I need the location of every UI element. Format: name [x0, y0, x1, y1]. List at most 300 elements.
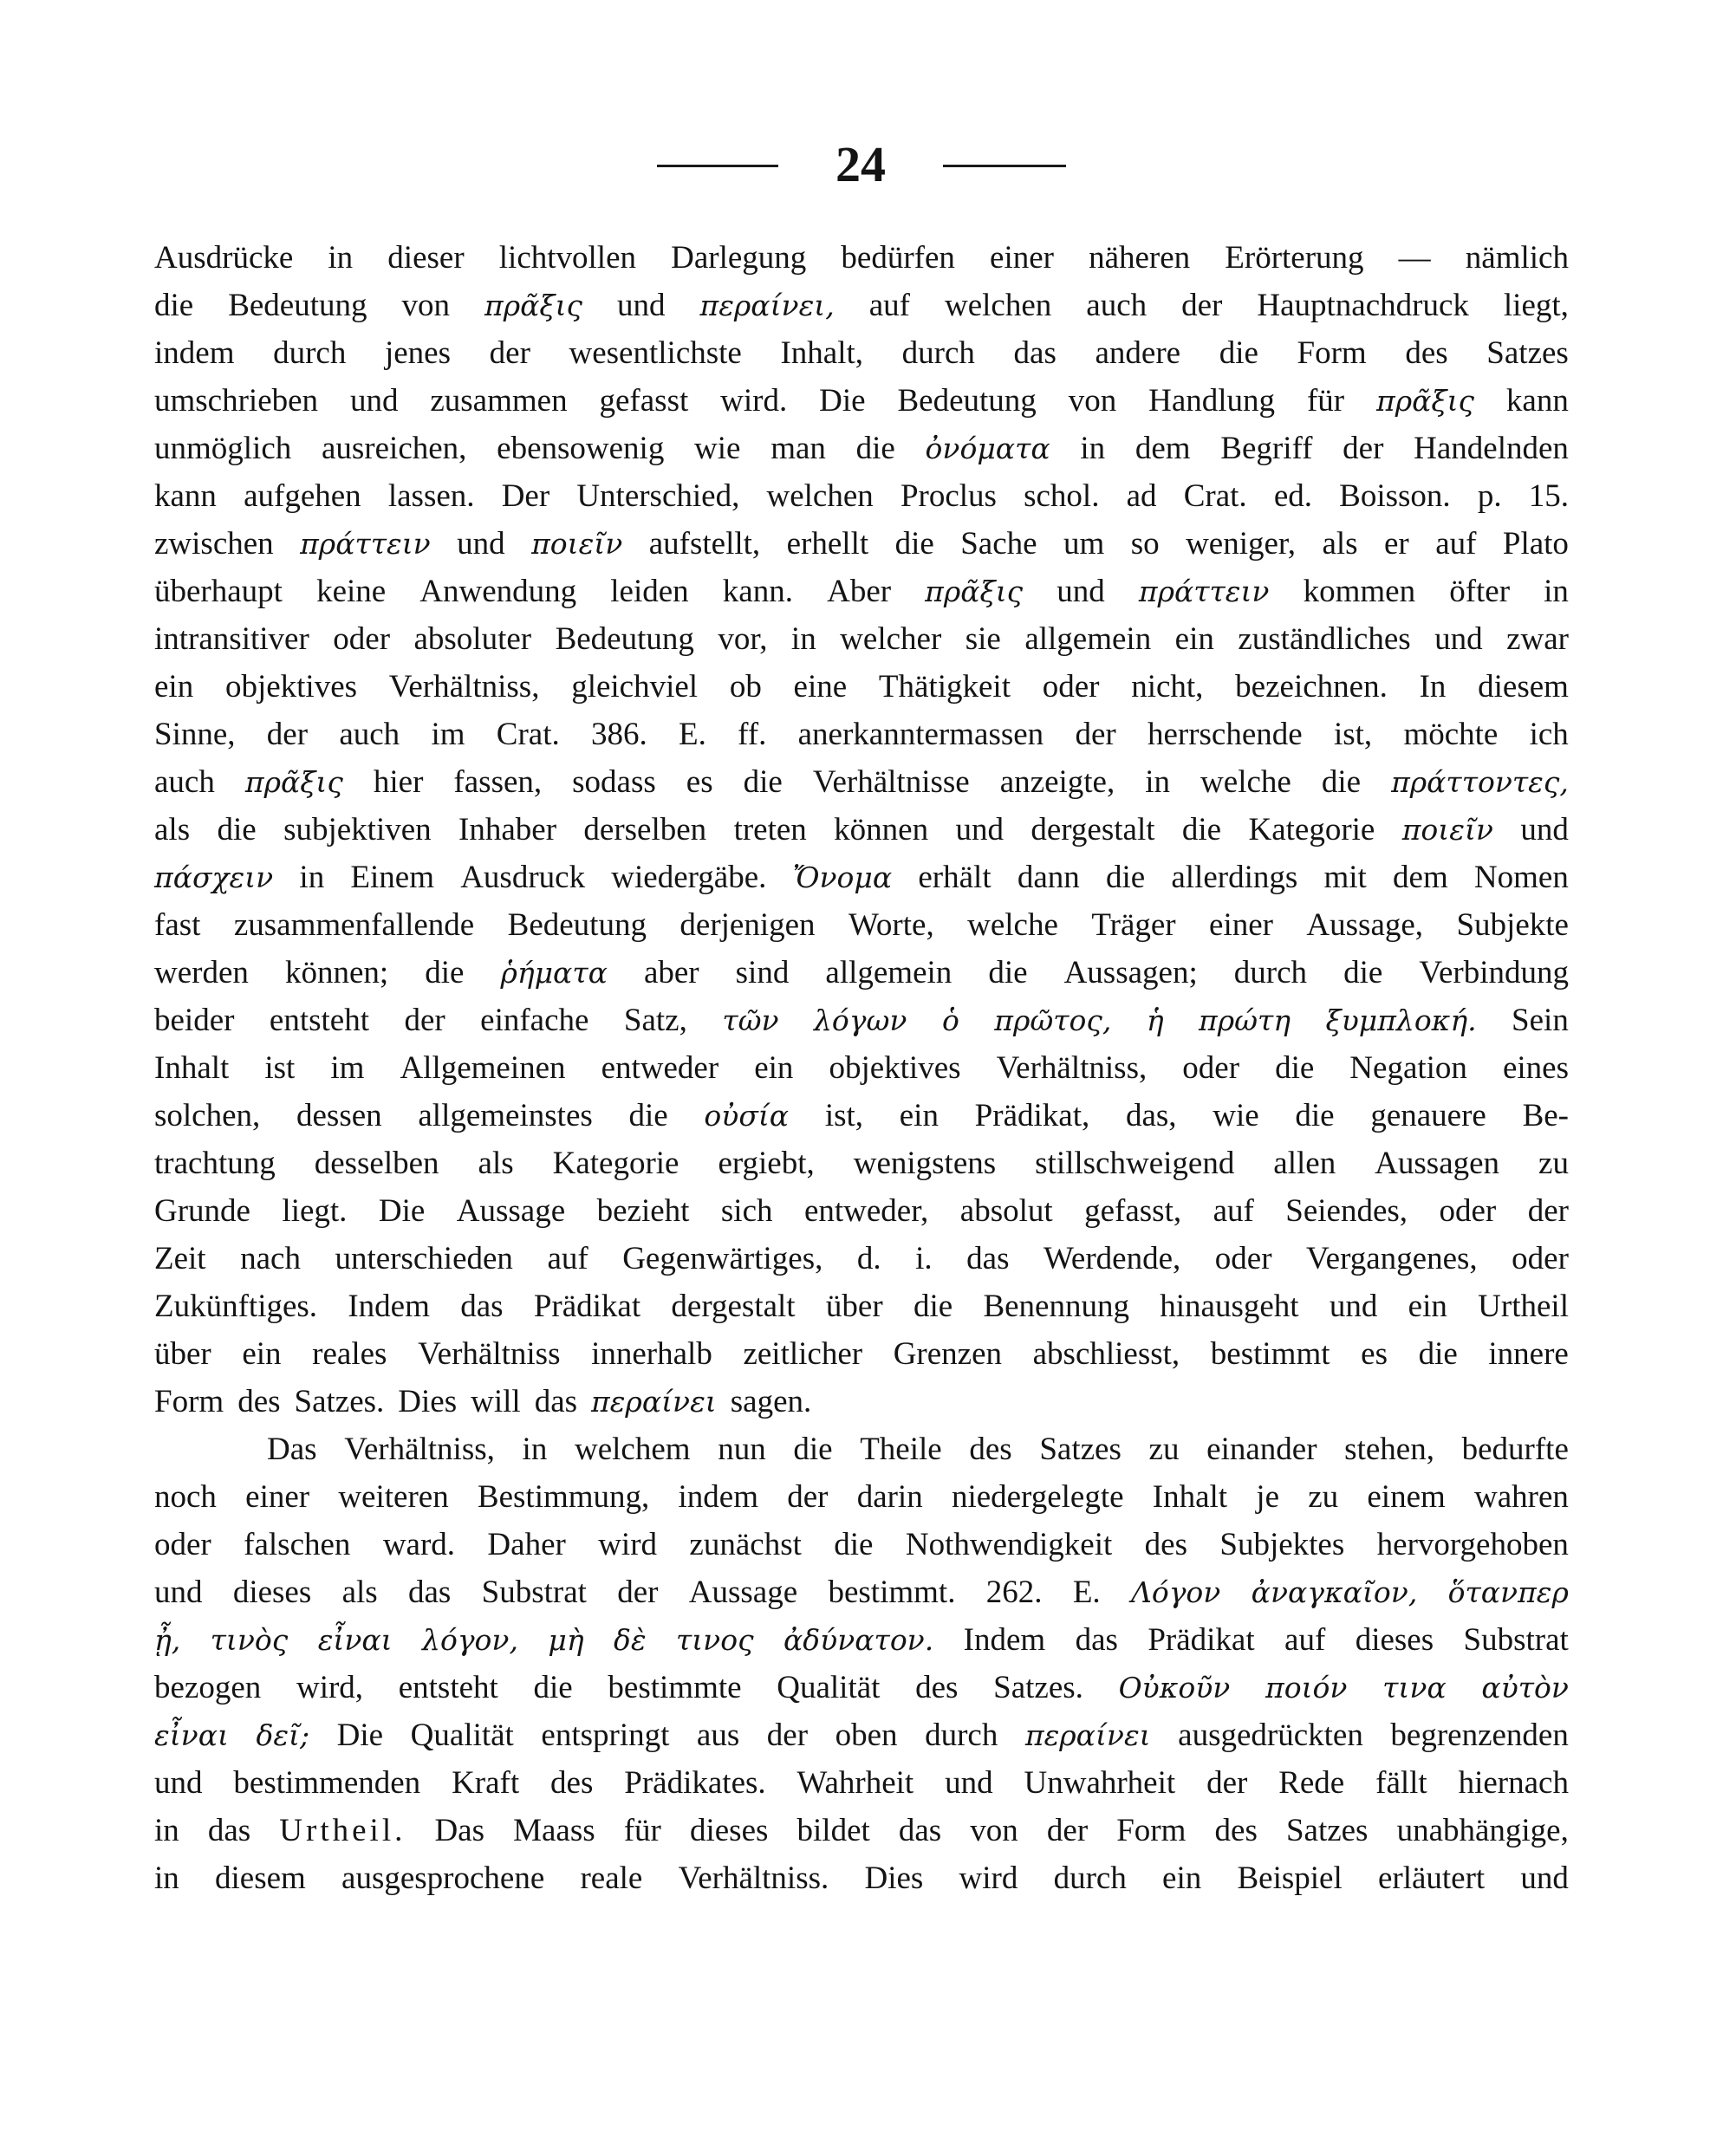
- text-line: [154, 1807, 1569, 1854]
- word: Sinne,: [154, 717, 236, 752]
- word: oder: [1214, 1241, 1272, 1276]
- text-line: [154, 1568, 1569, 1616]
- word: durch: [273, 335, 347, 371]
- word: das: [966, 1241, 1010, 1276]
- word: ausgesprochene: [341, 1861, 545, 1896]
- word: Handelnden: [1414, 431, 1569, 466]
- text-line: [154, 663, 1569, 711]
- word: sich: [720, 1193, 773, 1229]
- word: dergestalt: [1031, 812, 1155, 847]
- text-line: [154, 1330, 1569, 1378]
- word: der: [1181, 288, 1223, 323]
- greek-word: λόγον,: [422, 1623, 518, 1657]
- greek-word: πράττειν: [300, 527, 431, 561]
- word: kommen: [1303, 574, 1416, 609]
- word: Unwahrheit: [1024, 1765, 1176, 1801]
- word: Negation: [1349, 1050, 1467, 1086]
- word: Unterschied,: [576, 478, 740, 514]
- greek-word: ποιεῖν: [531, 527, 623, 561]
- word: Form: [154, 1384, 224, 1419]
- greek-word: ὀνόματα: [925, 432, 1050, 465]
- greek-word: τῶν: [722, 1003, 779, 1037]
- greek-word: Λόγον: [1131, 1575, 1221, 1609]
- text-line: [154, 1759, 1569, 1807]
- word: objektives: [224, 669, 358, 705]
- word: zuständliches: [1238, 621, 1411, 657]
- word: noch: [154, 1479, 217, 1515]
- greek-word: ὅτανπερ: [1447, 1575, 1569, 1609]
- word: der: [1527, 1193, 1569, 1229]
- word: Die: [336, 1718, 384, 1753]
- word: werden: [154, 955, 249, 990]
- word: 15.: [1528, 478, 1569, 514]
- word: es: [1361, 1336, 1388, 1372]
- word: Hauptnachdruck: [1257, 288, 1469, 323]
- word: der: [404, 1003, 445, 1038]
- greek-word: τινα: [1382, 1671, 1447, 1705]
- word: die: [913, 1289, 953, 1324]
- word: Inhalt: [154, 1050, 230, 1086]
- word: ein: [1162, 1861, 1202, 1896]
- word: welcher: [840, 621, 942, 657]
- text-line: [154, 1425, 1569, 1473]
- text-line: [154, 949, 1569, 997]
- word: Worte,: [848, 907, 934, 943]
- word: die: [1105, 860, 1146, 895]
- word: Theile: [860, 1432, 942, 1467]
- word: d.: [856, 1241, 881, 1276]
- text-line: [154, 282, 1569, 329]
- word: reales: [312, 1336, 387, 1372]
- word: ein: [754, 1050, 794, 1086]
- word: öfter: [1449, 574, 1511, 609]
- text-line: [154, 1044, 1569, 1092]
- word: weiteren: [338, 1479, 449, 1515]
- word: bezeichnen.: [1235, 669, 1388, 705]
- word: entsteht: [269, 1003, 369, 1038]
- word: Substrat: [1463, 1622, 1569, 1658]
- word: entsteht: [398, 1670, 498, 1705]
- word: indem: [678, 1479, 758, 1515]
- greek-word: πρώτη: [1199, 1003, 1291, 1037]
- word: allerdings: [1171, 860, 1298, 895]
- word: unmöglich: [154, 431, 292, 466]
- word: allgemeinstes: [418, 1098, 593, 1133]
- word: Nothwendigkeit: [905, 1527, 1113, 1562]
- word: es: [686, 764, 713, 800]
- greek-word: Οὐκοῦν: [1118, 1671, 1231, 1705]
- word: liegt.: [282, 1193, 348, 1229]
- word: als: [341, 1575, 378, 1610]
- word: Bedeutung: [228, 288, 367, 323]
- word: in: [790, 621, 816, 657]
- word: die: [425, 955, 465, 990]
- word: und: [945, 1765, 993, 1801]
- word: die: [1295, 1098, 1335, 1133]
- text-line: [154, 758, 1569, 806]
- word: Das: [267, 1432, 317, 1467]
- word: wesentlichste: [569, 335, 742, 371]
- word: mit: [1323, 860, 1367, 895]
- greek-word: ποιόν: [1265, 1671, 1348, 1705]
- greek-word: ἀναγκαῖον,: [1251, 1575, 1418, 1609]
- word: derjenigen: [679, 907, 816, 943]
- word: bedurfte: [1461, 1432, 1569, 1467]
- text-line: [154, 568, 1569, 615]
- word: die: [1343, 955, 1383, 990]
- word: von: [970, 1813, 1018, 1848]
- word: Der: [501, 478, 550, 514]
- word: Aussage: [688, 1575, 798, 1610]
- word: und: [955, 812, 1004, 847]
- word: der: [1075, 717, 1116, 752]
- word: als: [154, 812, 191, 847]
- greek-word: περαίνει: [1024, 1718, 1151, 1752]
- word: p.: [1477, 478, 1502, 514]
- word: unabhängige,: [1396, 1813, 1569, 1848]
- word: desselben: [314, 1146, 439, 1181]
- word: 262.: [985, 1575, 1043, 1610]
- word: Thätigkeit: [878, 669, 1011, 705]
- word: zu: [1538, 1146, 1569, 1181]
- word: das: [207, 1813, 251, 1848]
- word: einer: [245, 1479, 310, 1515]
- word: Werdende,: [1043, 1241, 1181, 1276]
- word: Aussage,: [1306, 907, 1424, 943]
- word: Satzes: [1486, 335, 1569, 371]
- word: Begriff: [1220, 431, 1313, 466]
- greek-word: ῥήματα: [500, 956, 608, 990]
- word: so: [1130, 526, 1160, 562]
- word: und: [154, 1575, 203, 1610]
- word: lichtvollen: [498, 240, 637, 276]
- word: als: [1322, 526, 1358, 562]
- word: als: [478, 1146, 514, 1181]
- page-header: [0, 130, 1723, 199]
- word: ebensowenig: [497, 431, 665, 466]
- word: ausgedrückten: [1178, 1718, 1363, 1753]
- word: E.: [679, 717, 706, 752]
- word: Darlegung: [671, 240, 807, 276]
- word: Indem: [348, 1289, 430, 1324]
- word: eine: [793, 669, 848, 705]
- greek-word: πρᾶξις: [244, 765, 343, 799]
- word: bezogen: [154, 1670, 262, 1705]
- word: ausreichen,: [321, 431, 467, 466]
- word: Ausdruck: [460, 860, 586, 895]
- text-line: [154, 997, 1569, 1044]
- word: ff.: [738, 717, 767, 752]
- word: überhaupt: [154, 574, 283, 609]
- text-line: [154, 1378, 1569, 1425]
- word: wird: [598, 1527, 658, 1562]
- word: Aussage: [456, 1193, 566, 1229]
- greek-word: οὐσία: [704, 1099, 790, 1133]
- word: will: [471, 1384, 521, 1419]
- word: Bedeutung: [507, 907, 647, 943]
- word: innere: [1488, 1336, 1569, 1372]
- word: Indem: [963, 1622, 1046, 1658]
- word: in: [154, 1813, 179, 1848]
- word: Zeit: [154, 1241, 206, 1276]
- word: Form: [1297, 335, 1367, 371]
- word: Nomen: [1473, 860, 1569, 895]
- word: die: [834, 1527, 874, 1562]
- word: eines: [1502, 1050, 1569, 1086]
- word: wie: [1213, 1098, 1259, 1133]
- word: Dies: [864, 1861, 924, 1896]
- word: des: [1144, 1527, 1187, 1562]
- word: indem: [154, 335, 235, 371]
- word: Satzes: [1285, 1813, 1369, 1848]
- word: Beispiel: [1237, 1861, 1343, 1896]
- word: Subjektes: [1219, 1527, 1345, 1562]
- greek-word: πράττοντες,: [1391, 765, 1569, 799]
- word: Seiendes,: [1285, 1193, 1408, 1229]
- word: sodass: [572, 764, 656, 800]
- word: der: [489, 335, 530, 371]
- greek-word: λόγων: [814, 1003, 907, 1037]
- word: über: [154, 1336, 211, 1372]
- text-line: [154, 329, 1569, 377]
- word: hier: [373, 764, 424, 800]
- word: Qualität: [410, 1718, 514, 1753]
- word: allgemein: [825, 955, 953, 990]
- word: in: [1544, 574, 1569, 609]
- word: Das: [434, 1813, 484, 1848]
- word: können: [834, 812, 929, 847]
- word: dieser: [387, 240, 465, 276]
- word: Verhältniss,: [344, 1432, 495, 1467]
- word: Daher: [487, 1527, 566, 1562]
- greek-word: μὴ: [548, 1623, 584, 1657]
- word: Die: [378, 1193, 426, 1229]
- word: der: [787, 1479, 829, 1515]
- word: wird.: [720, 383, 788, 419]
- word: des: [550, 1765, 594, 1801]
- greek-word: ἡ: [1146, 1003, 1164, 1037]
- word: zusammen: [430, 383, 568, 419]
- word: näheren: [1089, 240, 1191, 276]
- word: des: [237, 1384, 281, 1419]
- word: und: [154, 1765, 203, 1801]
- word: oder: [1512, 1241, 1569, 1276]
- text-line: [154, 1473, 1569, 1521]
- word: wahren: [1474, 1479, 1569, 1515]
- text-line: [154, 1711, 1569, 1759]
- word: Aussagen;: [1063, 955, 1198, 990]
- word: im: [431, 717, 465, 752]
- word: Qualität: [777, 1670, 881, 1705]
- word: welchem: [574, 1432, 691, 1467]
- word: erhellt: [786, 526, 869, 562]
- word: Inhalt,: [780, 335, 864, 371]
- word: möchte: [1403, 717, 1499, 752]
- word: in: [1145, 764, 1171, 800]
- word: durch: [1053, 1861, 1127, 1896]
- word: die: [1275, 1050, 1315, 1086]
- text-line: [154, 615, 1569, 663]
- word: Form: [1116, 1813, 1187, 1848]
- word: Träger: [1091, 907, 1176, 943]
- word: falschen: [244, 1527, 351, 1562]
- word: die: [855, 431, 895, 466]
- word: dem: [1135, 431, 1191, 466]
- word: das: [407, 1575, 452, 1610]
- word: fassen,: [453, 764, 543, 800]
- word: oder: [1182, 1050, 1240, 1086]
- word: zeitlicher: [743, 1336, 863, 1372]
- word: hinausgeht: [1160, 1289, 1299, 1324]
- word: das: [1075, 1622, 1118, 1658]
- greek-word: εἶναι: [317, 1623, 393, 1657]
- word: durch: [1233, 955, 1308, 990]
- word: einfache: [480, 1003, 589, 1038]
- word: Inhaber: [458, 812, 557, 847]
- word: aufgehen: [244, 478, 361, 514]
- word: liegt,: [1503, 288, 1569, 323]
- word: aus: [696, 1718, 740, 1753]
- greek-word: περαίνει: [591, 1385, 717, 1419]
- word: Benennung: [983, 1289, 1129, 1324]
- word: keine: [316, 574, 387, 609]
- word: beider: [154, 1003, 235, 1038]
- word: der: [1343, 431, 1384, 466]
- word: entweder,: [803, 1193, 929, 1229]
- word: weniger,: [1186, 526, 1297, 562]
- word: i.: [915, 1241, 933, 1276]
- word: entspringt: [541, 1718, 670, 1753]
- greek-word: πρᾶξις: [1376, 384, 1474, 418]
- word: stehen,: [1344, 1432, 1434, 1467]
- word: Crat.: [496, 717, 560, 752]
- text-line: [154, 377, 1569, 425]
- greek-word: ἀδύνατον.: [783, 1623, 934, 1657]
- text-line: [154, 425, 1569, 472]
- word: welchen: [766, 478, 874, 514]
- word: Kraft: [452, 1765, 520, 1801]
- word: ist: [264, 1050, 296, 1086]
- word: und: [1329, 1289, 1378, 1324]
- word: unterschieden: [335, 1241, 513, 1276]
- word: lassen.: [387, 478, 475, 514]
- word: erhält: [918, 860, 992, 895]
- word: dieses: [232, 1575, 312, 1610]
- word: wird: [959, 1861, 1018, 1896]
- word: durch: [925, 1718, 998, 1753]
- word: auf: [547, 1241, 588, 1276]
- word: entweder: [601, 1050, 719, 1086]
- word: auch: [1086, 288, 1148, 323]
- word: die: [743, 764, 783, 800]
- word: für: [623, 1813, 661, 1848]
- word: Wahrheit: [796, 1765, 914, 1801]
- text-line: [154, 711, 1569, 758]
- word: nämlich: [1465, 240, 1569, 276]
- word: des: [969, 1432, 1012, 1467]
- word: Crat.: [1183, 478, 1247, 514]
- word: um: [1063, 526, 1105, 562]
- word: Grunde: [154, 1193, 250, 1229]
- word: welche: [967, 907, 1058, 943]
- word: und: [457, 526, 505, 562]
- word: dergestalt: [671, 1289, 796, 1324]
- word: ein: [242, 1336, 282, 1372]
- word: die: [1418, 1336, 1458, 1372]
- word: Verhältniss.: [678, 1861, 829, 1896]
- text-line: [154, 806, 1569, 854]
- page-number: 24: [835, 136, 886, 192]
- word: Kategorie: [552, 1146, 679, 1181]
- word: oder: [333, 621, 391, 657]
- word: welchen: [944, 288, 1052, 323]
- word: wird,: [296, 1670, 364, 1705]
- word: zwischen: [154, 526, 274, 562]
- word: wie: [694, 431, 741, 466]
- word: Rede: [1278, 1765, 1345, 1801]
- word: gefasst,: [1084, 1193, 1182, 1229]
- word: trachtung: [154, 1146, 276, 1181]
- word: zwar: [1506, 621, 1569, 657]
- word: Anwendung: [419, 574, 577, 609]
- word: Zukünftiges.: [154, 1289, 318, 1324]
- word: sind: [735, 955, 790, 990]
- word: ed.: [1273, 478, 1312, 514]
- word: jenes: [384, 335, 452, 371]
- word: die: [1219, 335, 1258, 371]
- greek-word: πράττειν: [1138, 575, 1270, 608]
- word: Maass: [513, 1813, 595, 1848]
- word: zu: [1148, 1432, 1180, 1467]
- word: andere: [1095, 335, 1181, 371]
- word: aber: [643, 955, 699, 990]
- word: und: [1057, 574, 1105, 609]
- word: Verhältniss: [418, 1336, 561, 1372]
- text-line: [154, 1664, 1569, 1711]
- word: über: [825, 1289, 883, 1324]
- word: des: [1214, 1813, 1258, 1848]
- word: und: [349, 383, 399, 419]
- word: kann: [1505, 383, 1569, 419]
- word: sie: [965, 621, 1001, 657]
- word: bestimmt.: [828, 1575, 956, 1610]
- word: in: [1080, 431, 1106, 466]
- word: oder: [1439, 1193, 1497, 1229]
- word: und: [1434, 621, 1483, 657]
- word: Satz,: [623, 1003, 687, 1038]
- word: kann: [154, 478, 217, 514]
- word: im: [330, 1050, 365, 1086]
- word: von: [1068, 383, 1117, 419]
- word: man: [770, 431, 826, 466]
- word: oder: [1042, 669, 1100, 705]
- word: bildet: [796, 1813, 870, 1848]
- word: und: [1520, 812, 1569, 847]
- word: leiden: [610, 574, 689, 609]
- word: bestimmte: [608, 1670, 742, 1705]
- word: dem: [1393, 860, 1448, 895]
- word: des: [1405, 335, 1448, 371]
- word: fast: [154, 907, 201, 943]
- word: Plato: [1502, 526, 1569, 562]
- greek-word: δὲ: [614, 1623, 647, 1657]
- word: Sache: [960, 526, 1037, 562]
- word: sagen.: [730, 1384, 812, 1419]
- word: das: [898, 1813, 942, 1848]
- word: wenigstens: [853, 1146, 997, 1181]
- word: Erörterung: [1225, 240, 1364, 276]
- text-line: [154, 854, 1569, 901]
